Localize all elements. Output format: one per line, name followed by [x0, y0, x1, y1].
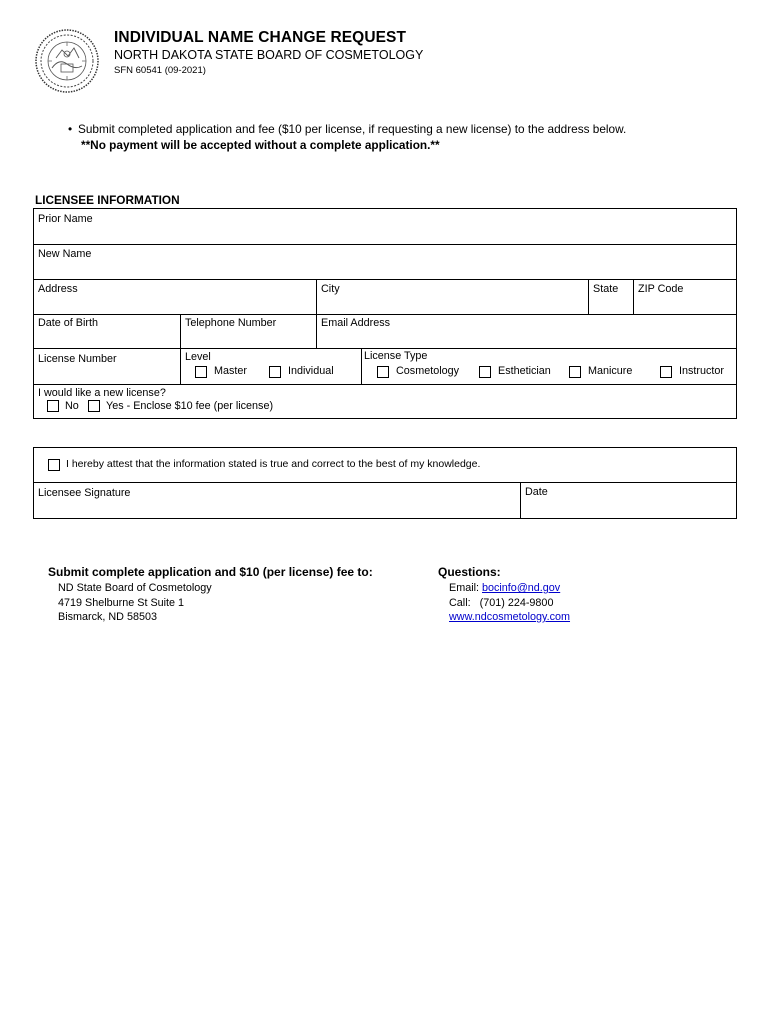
row-divider — [33, 279, 737, 280]
new-name-input[interactable] — [38, 263, 728, 277]
dob-input[interactable] — [38, 332, 174, 346]
address-input[interactable] — [38, 298, 310, 312]
col-divider — [316, 279, 317, 314]
row-divider — [33, 348, 737, 349]
phone-contact-label: Call: — [449, 597, 471, 609]
attest-checkbox[interactable] — [48, 459, 60, 471]
yes-label: Yes - Enclose $10 fee (per license) — [106, 400, 274, 412]
instruction-text: Submit completed application and fee ($10 per license, if requesting a new license) to the address below. — [78, 122, 627, 136]
email-input[interactable] — [321, 332, 731, 346]
city-input[interactable] — [321, 298, 583, 312]
col-divider — [316, 314, 317, 348]
licensee-section-title: LICENSEE INFORMATION — [35, 193, 180, 207]
row-divider — [33, 384, 737, 385]
attest-statement: I hereby attest that the information stated is true and correct to the best of my knowledge. — [66, 458, 481, 470]
city-label: City — [321, 283, 340, 295]
col-divider — [633, 279, 634, 314]
zip-input[interactable] — [638, 298, 732, 312]
no-checkbox[interactable] — [47, 400, 59, 412]
phone-number: (701) 224-9800 — [479, 597, 554, 609]
individual-label: Individual — [288, 365, 334, 377]
signature-input[interactable] — [38, 502, 514, 516]
col-divider — [520, 482, 521, 519]
master-checkbox[interactable] — [195, 366, 207, 378]
email-link[interactable]: bocinfo@nd.gov — [482, 582, 561, 594]
email-label: Email Address — [321, 317, 391, 329]
new-license-question: I would like a new license? — [38, 387, 166, 399]
form-number: SFN 60541 (09-2021) — [114, 65, 206, 76]
address-label: Address — [38, 283, 78, 295]
instruction-bullet — [68, 122, 626, 136]
website-link[interactable]: www.ndcosmetology.com — [449, 611, 571, 623]
esthetician-checkbox[interactable] — [479, 366, 491, 378]
no-label: No — [65, 400, 79, 412]
date-label: Date — [525, 486, 548, 498]
master-label: Master — [214, 365, 247, 377]
instructor-checkbox[interactable] — [660, 366, 672, 378]
col-divider — [180, 314, 181, 384]
bullet-icon: • — [68, 122, 73, 136]
form-subtitle: NORTH DAKOTA STATE BOARD OF COSMETOLOGY — [114, 48, 424, 62]
license-number-label: License Number — [38, 353, 117, 365]
esthetician-label: Esthetician — [498, 365, 551, 377]
cosmetology-checkbox[interactable] — [377, 366, 389, 378]
state-input[interactable] — [593, 298, 629, 312]
form-title: INDIVIDUAL NAME CHANGE REQUEST — [114, 29, 407, 46]
dob-label: Date of Birth — [38, 317, 99, 329]
col-divider — [588, 279, 589, 314]
submit-heading: Submit complete application and $10 (per license) fee to: — [48, 565, 373, 579]
email-contact — [449, 582, 560, 594]
row-divider — [33, 314, 737, 315]
questions-heading: Questions: — [438, 565, 501, 579]
phone-contact — [449, 597, 553, 609]
state-label: State — [593, 283, 619, 295]
yes-checkbox[interactable] — [88, 400, 100, 412]
license-number-input[interactable] — [38, 367, 174, 381]
cosmetology-label: Cosmetology — [396, 365, 460, 377]
phone-input[interactable] — [185, 332, 311, 346]
prior-name-label: Prior Name — [38, 213, 93, 225]
date-input[interactable] — [525, 502, 731, 516]
instructor-label: Instructor — [679, 365, 725, 377]
individual-checkbox[interactable] — [269, 366, 281, 378]
col-divider — [361, 348, 362, 384]
new-name-label: New Name — [38, 248, 92, 260]
level-label: Level — [185, 351, 211, 363]
manicure-label: Manicure — [588, 365, 633, 377]
row-divider — [33, 244, 737, 245]
address-line-1: ND State Board of Cosmetology — [58, 582, 212, 594]
state-seal-icon — [34, 28, 100, 94]
manicure-checkbox[interactable] — [569, 366, 581, 378]
email-contact-label: Email: — [449, 582, 479, 594]
address-line-3: Bismarck, ND 58503 — [58, 611, 158, 623]
website-contact — [449, 611, 570, 623]
license-type-label: License Type — [364, 350, 428, 362]
payment-warning: **No payment will be accepted without a complete application.** — [81, 138, 440, 152]
signature-label: Licensee Signature — [38, 487, 131, 499]
address-line-2: 4719 Shelburne St Suite 1 — [58, 597, 185, 609]
prior-name-input[interactable] — [38, 228, 728, 242]
zip-label: ZIP Code — [638, 283, 684, 295]
phone-label: Telephone Number — [185, 317, 277, 329]
row-divider — [33, 482, 737, 483]
